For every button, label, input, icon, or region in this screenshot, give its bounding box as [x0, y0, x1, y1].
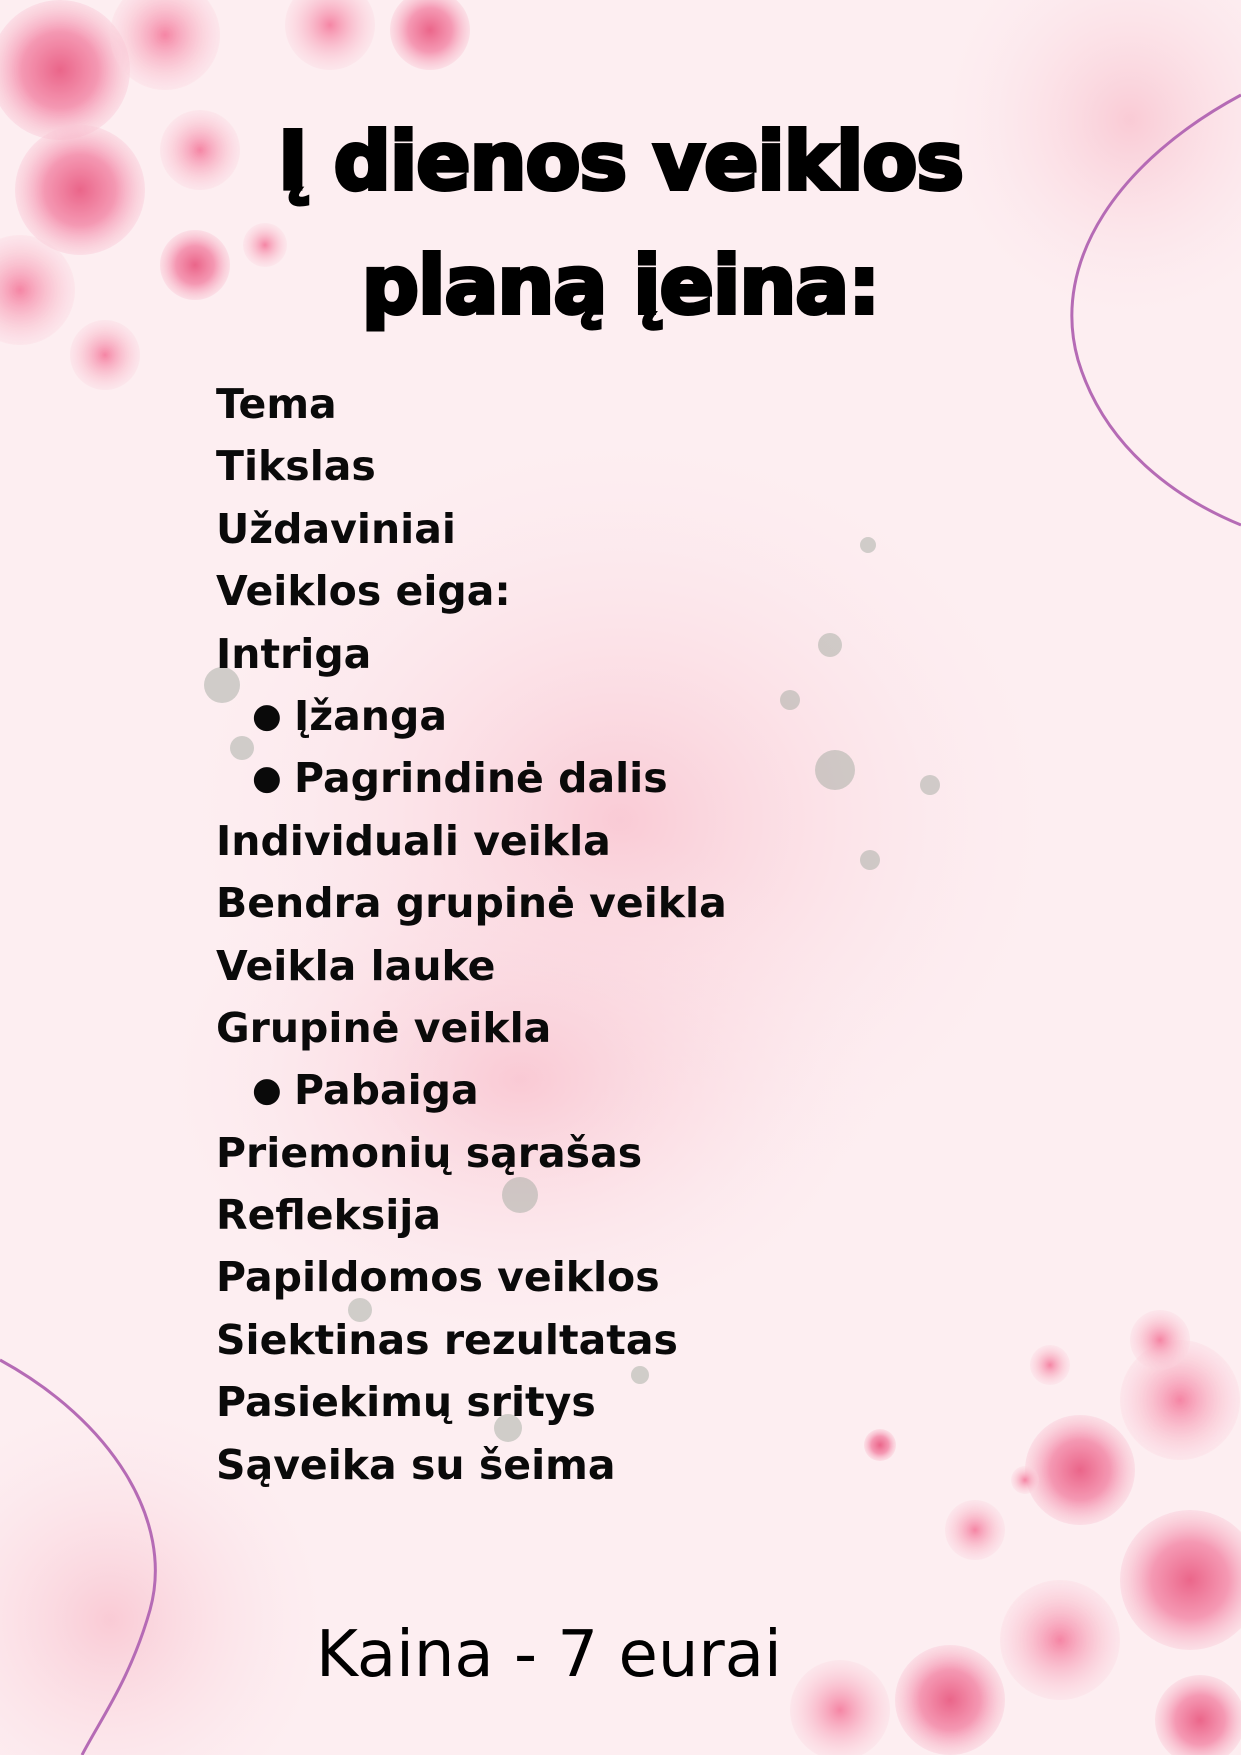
list-item [216, 1434, 727, 1496]
price-text: Kaina - 7 eurai [316, 1618, 782, 1692]
list-item-text: Tema [216, 380, 337, 428]
plan-items-list [216, 373, 727, 1496]
list-item-text: Papildomos veiklos [216, 1253, 660, 1302]
list-item-text: Veikla lauke [216, 941, 496, 990]
list-item-text: Uždaviniai [216, 504, 456, 553]
list-item [216, 1184, 727, 1246]
list-item [216, 560, 727, 622]
list-item [216, 623, 727, 685]
list-item-text: Pasiekimų sritys [216, 1378, 596, 1427]
list-item [216, 935, 727, 997]
list-item [216, 872, 727, 934]
list-item-bulleted [216, 747, 727, 809]
bullet-icon: ● [252, 695, 282, 736]
list-item [216, 997, 727, 1059]
list-item [216, 1309, 727, 1371]
list-item [216, 1246, 727, 1308]
bullet-icon: ● [252, 1070, 282, 1111]
bullet-icon: ● [252, 758, 282, 799]
list-item [216, 498, 727, 560]
title-line-1: Į dienos veiklos [278, 115, 963, 208]
list-item [216, 373, 727, 435]
list-item-text: Veiklos eiga: [216, 567, 511, 616]
list-item-text: Priemonių sąrašas [216, 1128, 643, 1177]
page-title [0, 100, 1241, 348]
list-item-text: Tikslas [216, 442, 376, 491]
list-item-text: Grupinė veikla [216, 1003, 552, 1052]
list-item-text: Pagrindinė dalis [294, 754, 668, 803]
list-item-text: Įžanga [294, 691, 447, 740]
title-line-2: planą įeina: [361, 239, 880, 332]
list-item-text: Refleksija [216, 1191, 442, 1240]
list-item-text: Pabaiga [294, 1066, 479, 1115]
list-item-text: Bendra grupinė veikla [216, 879, 727, 928]
list-item-text: Siektinas rezultatas [216, 1315, 678, 1364]
list-item [216, 435, 727, 497]
list-item [216, 1122, 727, 1184]
list-item-text: Sąveika su šeima [216, 1440, 616, 1489]
list-item-bulleted [216, 685, 727, 747]
list-item [216, 1371, 727, 1433]
list-item [216, 810, 727, 872]
list-item-bulleted [216, 1059, 727, 1121]
list-item-text: Intriga [216, 629, 372, 678]
list-item-text: Individuali veikla [216, 816, 611, 865]
